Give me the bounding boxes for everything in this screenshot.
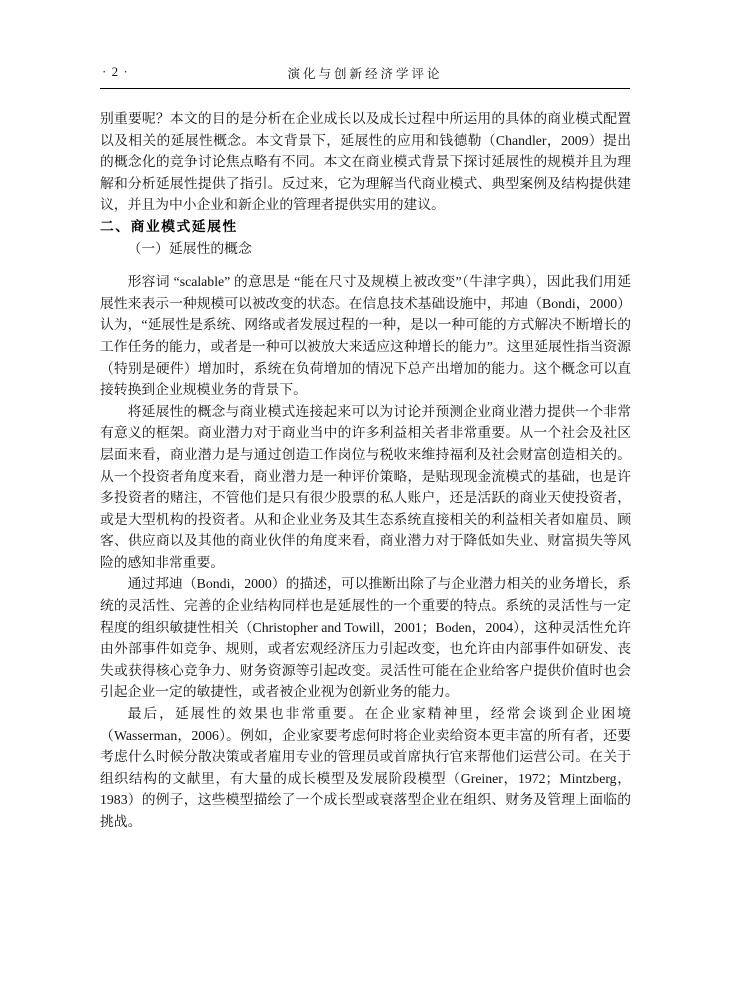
paragraph: 通过邦迪（Bondi，2000）的描述，可以推断出除了与企业潜力相关的业务增长，系统的灵活性、完善的企业结构同样也是延展性的一个重要的特点。系统的灵活性与一定程度的组织敏捷性相关（Christopher and Towill，2001；Boden，2004），这种灵活性允许由外部事件如竞争、规则，或者宏观经济压力引起改变，也允许由内部事件如研发、丧失或获得核心竞争力、财务资源等引起改变。灵活性可能在企业给客户提供价值时也会引起企业一定的敏捷性，或者被企业视为创新业务的能力。 — [100, 576, 631, 700]
paragraph: 将延展性的概念与商业模式连接起来可以为讨论并预测企业商业潜力提供一个非常有意义的框架。商业潜力对于商业当中的许多利益相关者非常重要。从一个社会及社区层面来看，商业潜力是与通过创造工作岗位与税收来维持福利及社会财富创造相关的。从一个投资者角度来看，商业潜力是一种评价策略，是贴现现金流模式的基础，也是许多投资者的赌注，不管他们是只有很少股票的私人账户，还是活跃的商业天使投资者，或是大型机构的投资者。从和企业业务及其生态系统直接相关的利益相关者如雇员、顾客、供应商以及其他的商业伙伴的角度来看，商业潜力对于降低如失业、财富损失等风险的感知非常重要。 — [100, 403, 631, 570]
section-heading: 二、商业模式延展性 — [100, 218, 238, 234]
journal-title: 演化与创新经济学评论 — [287, 67, 443, 81]
subsection-heading: （一）延展性的概念 — [127, 240, 252, 256]
header-rule — [100, 88, 630, 89]
page-number: · 2 · — [102, 64, 129, 79]
paragraph: 最后，延展性的效果也非常重要。在企业家精神里，经常会谈到企业困境（Wasserman，2006）。例如，企业家要考虑何时将企业卖给资本更丰富的所有者，还要考虑什么时候分散决策或者雇用专业的管理员或首席执行官来帮他们运营公司。在关于组织结构的文献里，有大量的成长模型及发展阶段模型（Greiner，1972；Mintzberg，1983）的例子，这些模型描绘了一个成长型或衰落型企业在组织、财务及管理上面临的挑战。 — [100, 706, 631, 829]
paragraph-continuation: 别重要呢？本文的目的是分析在企业成长以及成长过程中所运用的具体的商业模式配置以及相关的延展性概念。本文背景下，延展性的应用和钱德勒（Chandler，2009）提出的概念化的竞争讨论焦点略有不同。本文在商业模式背景下探讨延展性的规模并且为理解和分析延展性提供了指引。反过来，它为理解当代商业模式、典型案例及结构提供建议，并且为中小企业和新企业的管理者提供实用的建议。 — [100, 111, 631, 213]
page-header — [100, 63, 630, 83]
article-body — [100, 108, 631, 833]
paragraph: 形容词 “scalable” 的意思是 “能在尺寸及规模上被改变”（牛津字典），因此我们用延展性来表示一种规模可以被改变的状态。在信息技术基础设施中，邦迪（Bondi，2000）认为，“延展性是系统、网络或者发展过程的一种，是以一种可能的方式解决不断增长的工作任务的能力，或者是一种可以被放大来适应这种增长的能力”。这里延展性指当资源（特别是硬件）增加时，系统在负荷增加的情况下总产出增加的能力。这个概念可以直接转换到企业规模业务的背景下。 — [100, 274, 631, 398]
